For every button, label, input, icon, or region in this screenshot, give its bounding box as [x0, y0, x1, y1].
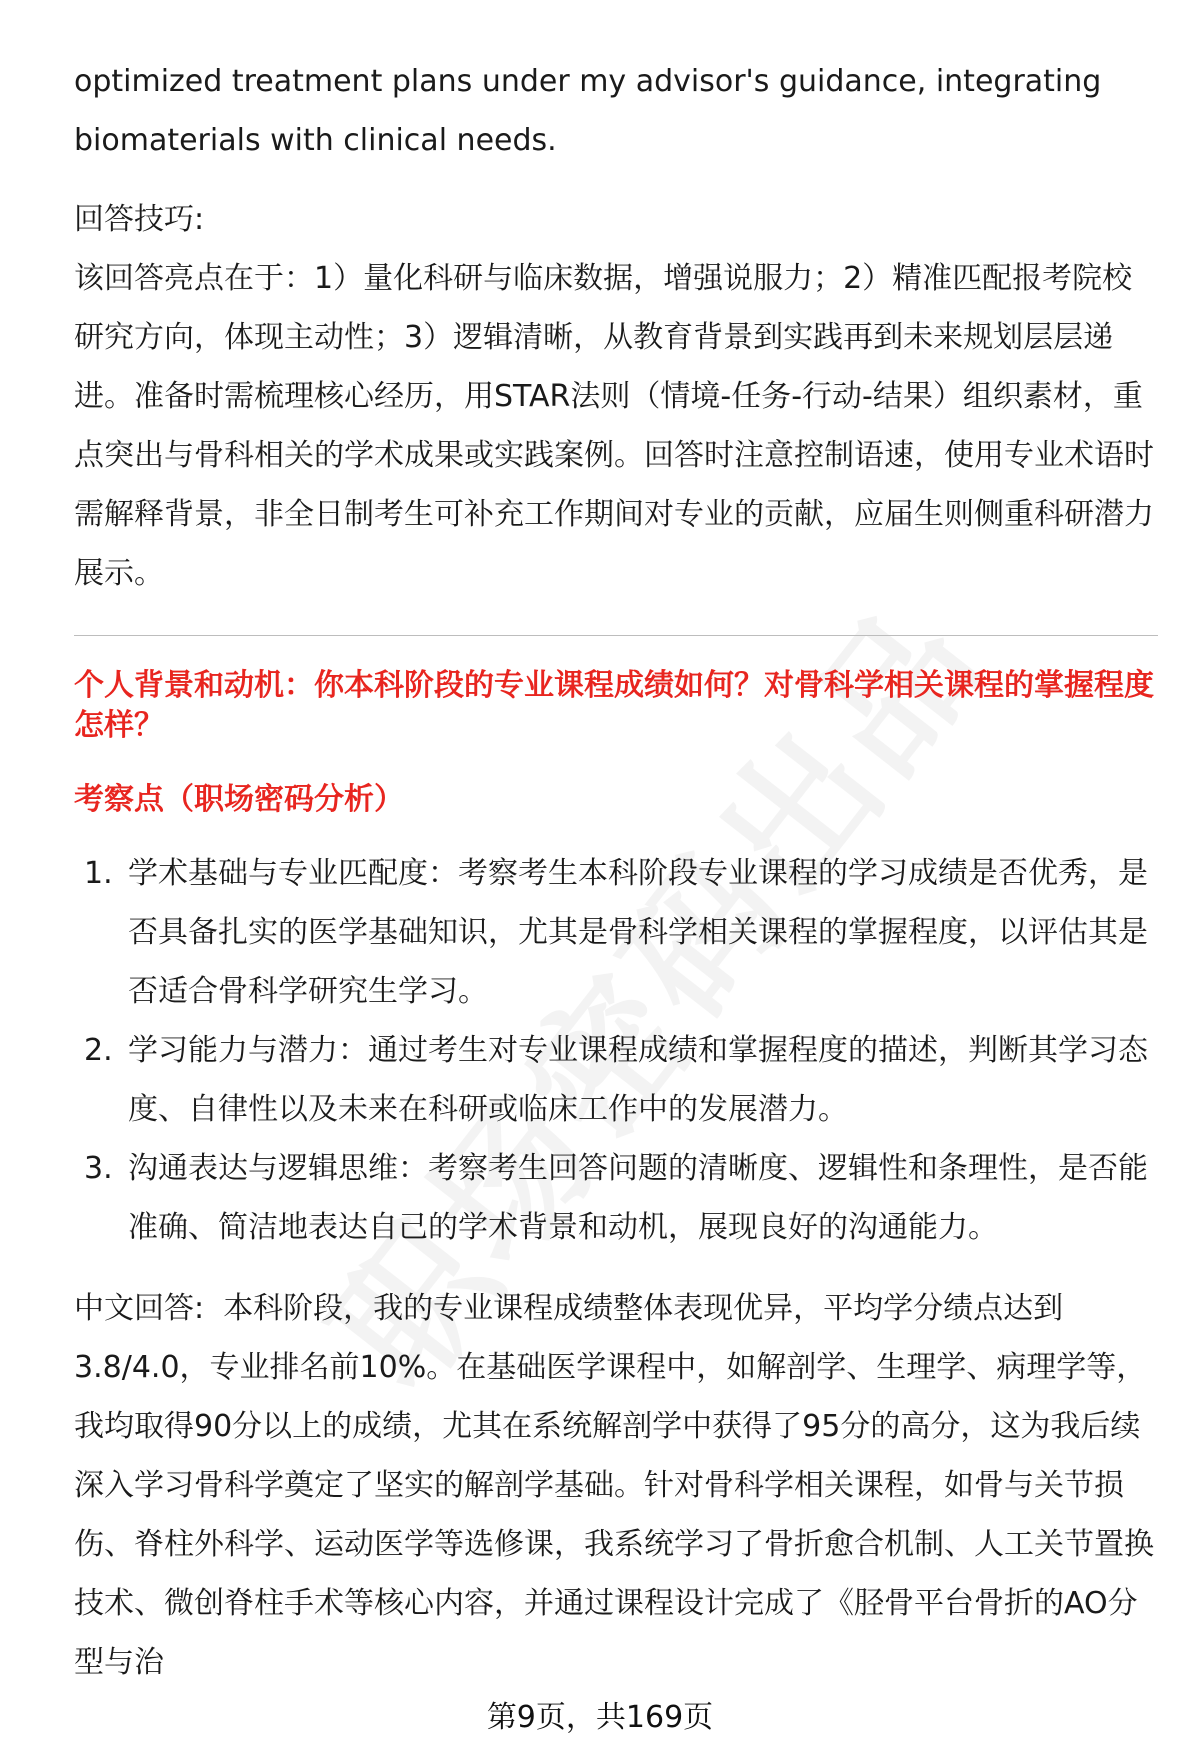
- exam-point-text: 学习能力与潜力：通过考生对专业课程成绩和掌握程度的描述，判断其学习态度、自律性以及未来在科研或临床工作中的发展潜力。: [128, 1033, 1148, 1127]
- exam-points-heading: 考察点（职场密码分析）: [74, 782, 404, 817]
- exam-point-text: 学术基础与专业匹配度：考察考生本科阶段专业课程的学习成绩是否优秀，是否具备扎实的医学基础知识，尤其是骨科学相关课程的掌握程度，以评估其是否适合骨科学研究生学习。: [128, 856, 1148, 1009]
- intro-tail-line-1: optimized treatment plans under my advisor's guidance, integrating: [74, 64, 1102, 99]
- exam-point-item: [74, 1139, 1158, 1257]
- answer-label: 中文回答:: [74, 1291, 205, 1326]
- page-number-footer: 第9页，共169页: [486, 1700, 714, 1735]
- question-title: 个人背景和动机：你本科阶段的专业课程成绩如何？对骨科学相关课程的掌握程度怎样？: [74, 668, 1154, 743]
- exam-point-text: 沟通表达与逻辑思维：考察考生回答问题的清晰度、逻辑性和条理性，是否能准确、简洁地表达自己的学术背景和动机，展现良好的沟通能力。: [128, 1151, 1148, 1245]
- exam-point-number: 2.: [84, 1033, 113, 1068]
- tips-body: 该回答亮点在于：1）量化科研与临床数据，增强说服力；2）精准匹配报考院校研究方向，体现主动性；3）逻辑清晰，从教育背景到实践再到未来规划层层递进。准备时需梳理核心经历，用STAR法则（情境-任务-行动-结果）组织素材，重点突出与骨科相关的学术成果或实践案例。回答时注意控制语速，使用专业术语时需解释背景，非全日制考生可补充工作期间对专业的贡献，应届生则侧重科研潜力展示。: [74, 261, 1154, 591]
- exam-points-list: [74, 844, 1158, 1257]
- document-page: [74, 52, 1158, 1692]
- exam-point-item: [74, 1021, 1158, 1139]
- answer-body: 3.8/4.0，专业排名前10%。在基础医学课程中，如解剖学、生理学、病理学等，我均取得90分以上的成绩，尤其在系统解剖学中获得了95分的高分，这为我后续深入学习骨科学奠定了坚实的解剖学基础。针对骨科学相关课程，如骨与关节损伤、脊柱外科学、运动医学等选修课，我系统学习了骨折愈合机制、人工关节置换技术、微创脊柱手术等核心内容，并通过课程设计完成了《胫骨平台骨折的AO分型与治: [74, 1350, 1154, 1680]
- exam-point-item: [74, 844, 1158, 1021]
- answer-first-line: [74, 1279, 1158, 1338]
- exam-point-number: 1.: [84, 856, 113, 891]
- tips-label: 回答技巧:: [74, 202, 205, 237]
- exam-point-number: 3.: [84, 1151, 113, 1186]
- answer-line-1: 本科阶段，我的专业课程成绩整体表现优异，平均学分绩点达到: [223, 1291, 1064, 1326]
- intro-tail-line-2: biomaterials with clinical needs.: [74, 123, 557, 158]
